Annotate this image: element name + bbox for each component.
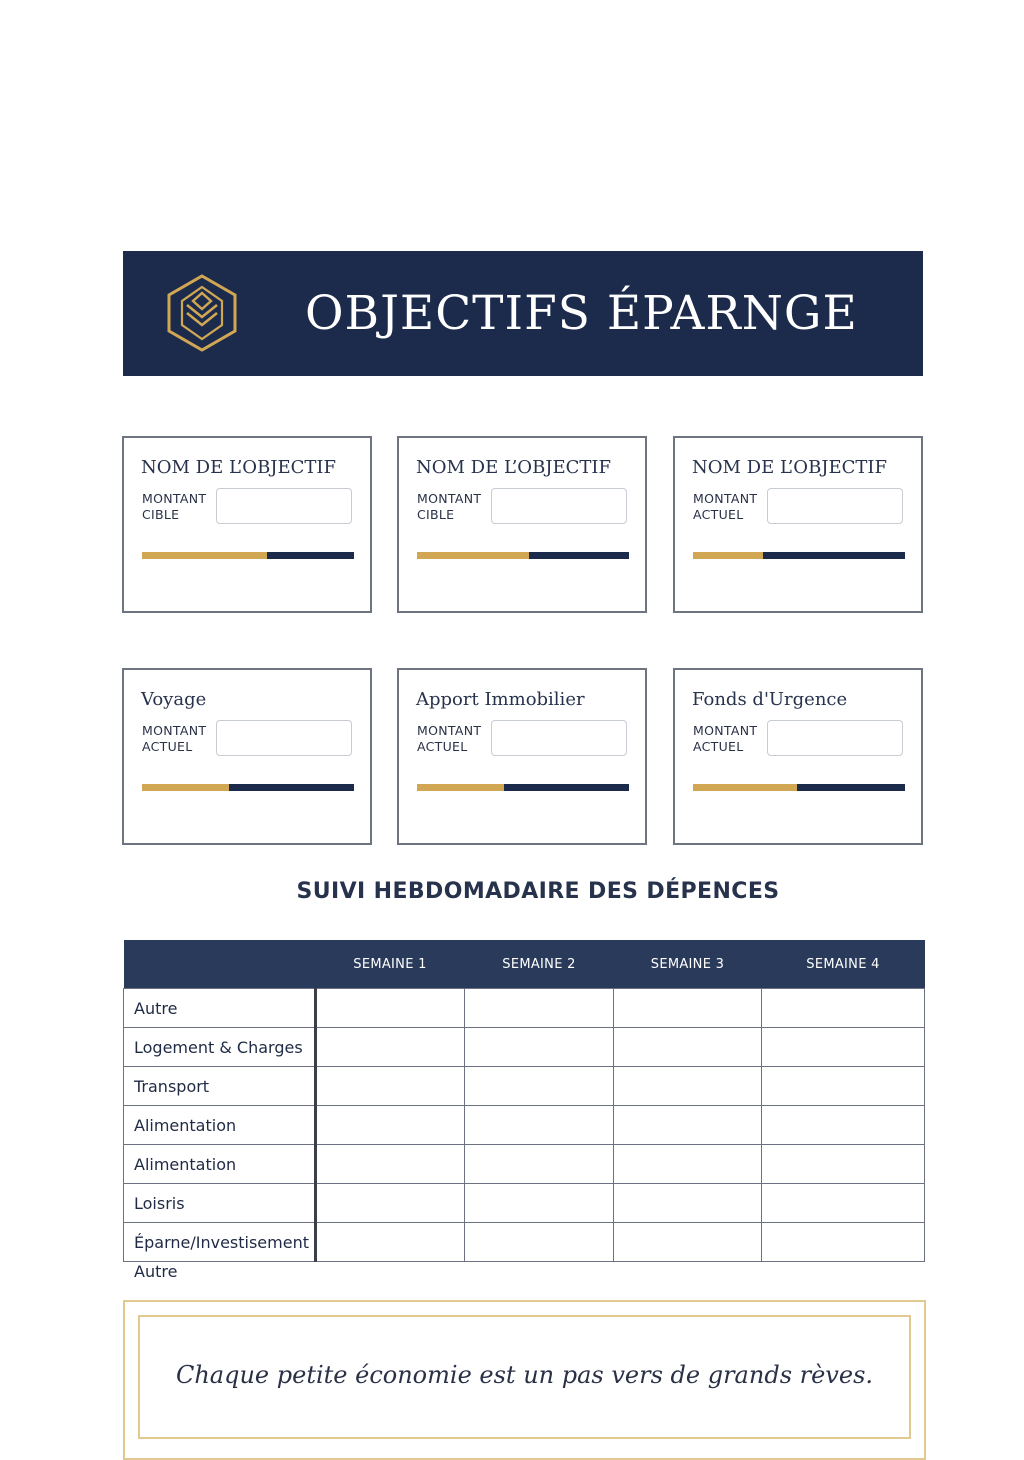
row-label: Éparne/Investisement [124,1223,316,1262]
expense-cell[interactable] [762,1067,925,1106]
expense-cell[interactable] [465,1028,614,1067]
goal-card-3 [673,436,923,613]
quote-inner-frame [138,1315,911,1439]
expense-cell[interactable] [614,1184,762,1223]
expense-cell[interactable] [762,1184,925,1223]
goal-card-1 [122,436,372,613]
amount-input[interactable] [491,488,627,524]
goal-card-apport-immobilier [397,668,647,845]
expense-cell[interactable] [614,1223,762,1262]
amount-label: MONTANT ACTUEL [142,723,207,754]
goal-name: NOM DE L’OBJECTIF [141,457,337,478]
column-header: SEMAINE 4 [762,940,925,989]
progress-bar [417,552,629,559]
table-row [124,1028,925,1067]
progress-fill [142,784,229,791]
expense-cell[interactable] [614,1067,762,1106]
table-header-empty [124,940,316,989]
amount-label: MONTANT ACTUEL [693,723,758,754]
expense-cell[interactable] [316,1223,465,1262]
expense-cell[interactable] [316,1145,465,1184]
progress-fill [693,784,797,791]
expense-cell[interactable] [762,1106,925,1145]
expense-cell[interactable] [316,1106,465,1145]
expense-cell[interactable] [762,1145,925,1184]
progress-fill [693,552,763,559]
expense-cell[interactable] [762,1028,925,1067]
progress-bar [693,784,905,791]
row-label: Loisris [124,1184,316,1223]
progress-fill [417,552,529,559]
amount-input[interactable] [767,488,903,524]
progress-bar [142,784,354,791]
table-row [124,989,925,1028]
amount-input[interactable] [216,720,352,756]
page-title: OBJECTIFS ÉPARNGE [305,286,858,341]
progress-fill [142,552,267,559]
amount-input[interactable] [216,488,352,524]
table-row [124,1145,925,1184]
goal-card-fonds-urgence [673,668,923,845]
amount-label: MONTANT ACTUEL [693,491,758,522]
progress-bar [693,552,905,559]
expense-cell[interactable] [465,1184,614,1223]
amount-input[interactable] [491,720,627,756]
expense-cell[interactable] [465,1223,614,1262]
progress-bar [417,784,629,791]
row-label: Logement & Charges [124,1028,316,1067]
table-row [124,1184,925,1223]
weekly-section-title: SUIVI HEBDOMADAIRE DES DÉPENCES [296,879,780,904]
column-header: SEMAINE 1 [316,940,465,989]
goal-name: Voyage [141,689,207,710]
expense-cell[interactable] [465,1145,614,1184]
header-banner [123,251,923,376]
weekly-expense-table [123,940,925,1262]
row-label: Autre [124,989,316,1028]
amount-label: MONTANT ACTUEL [417,723,482,754]
progress-bar [142,552,354,559]
row-label: Alimentation [124,1145,316,1184]
goal-card-2 [397,436,647,613]
row-label: Alimentation [124,1106,316,1145]
table-header-row [124,940,925,989]
table-row [124,1223,925,1262]
goal-name: Fonds d'Urgence [692,689,848,710]
expense-cell[interactable] [614,1028,762,1067]
table-row [124,1106,925,1145]
expense-cell[interactable] [614,1145,762,1184]
expense-cell[interactable] [762,989,925,1028]
expense-cell[interactable] [614,989,762,1028]
amount-label: MONTANT CIBLE [142,491,207,522]
amount-input[interactable] [767,720,903,756]
quote-frame [123,1300,926,1460]
motivational-quote: Chaque petite économie est un pas vers de grands rèves. [175,1361,874,1389]
row-label: Transport [124,1067,316,1106]
expense-cell[interactable] [316,1184,465,1223]
expense-cell[interactable] [465,989,614,1028]
expense-cell[interactable] [316,1028,465,1067]
goal-name: NOM DE L’OBJECTIF [692,457,888,478]
expense-cell[interactable] [614,1106,762,1145]
progress-fill [417,784,504,791]
table-row [124,1067,925,1106]
expense-cell[interactable] [316,1067,465,1106]
expense-cell[interactable] [316,989,465,1028]
goal-name: Apport Immobilier [416,689,585,710]
expense-cell[interactable] [465,1067,614,1106]
expense-cell[interactable] [465,1106,614,1145]
amount-label: MONTANT CIBLE [417,491,482,522]
goal-card-voyage [122,668,372,845]
goal-name: NOM DE L’OBJECTIF [416,457,612,478]
layered-diamond-emblem-icon [161,273,243,355]
expense-cell[interactable] [762,1223,925,1262]
trailing-category-label: Autre [134,1262,178,1281]
column-header: SEMAINE 2 [465,940,614,989]
column-header: SEMAINE 3 [614,940,762,989]
